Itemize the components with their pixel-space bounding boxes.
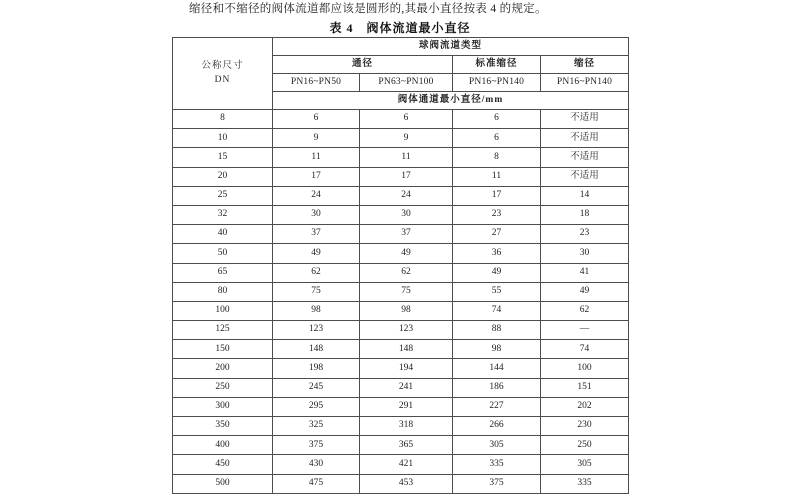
value-cell: 62 xyxy=(273,263,360,282)
value-cell: 23 xyxy=(453,205,541,224)
min-bore-table xyxy=(172,37,629,494)
dn-cell: 15 xyxy=(173,148,273,167)
table-row xyxy=(173,167,629,186)
value-cell: 453 xyxy=(360,474,453,493)
dn-cell: 125 xyxy=(173,321,273,340)
value-cell: 17 xyxy=(273,167,360,186)
value-cell: 430 xyxy=(273,455,360,474)
dn-cell: 450 xyxy=(173,455,273,474)
value-cell: 123 xyxy=(273,321,360,340)
dn-cell: 40 xyxy=(173,225,273,244)
value-cell: 295 xyxy=(273,397,360,416)
value-cell: 148 xyxy=(273,340,360,359)
value-cell: 不适用 xyxy=(541,129,629,148)
table-row xyxy=(173,359,629,378)
value-cell: 75 xyxy=(360,282,453,301)
col-header-dn xyxy=(173,38,273,110)
dn-cell: 500 xyxy=(173,474,273,493)
value-cell: 144 xyxy=(453,359,541,378)
value-cell: 14 xyxy=(541,186,629,205)
unit-header: 阀体通道最小直径/mm xyxy=(273,92,629,110)
value-cell: 148 xyxy=(360,340,453,359)
value-cell: 6 xyxy=(453,129,541,148)
table-row xyxy=(173,397,629,416)
dn-header-line2: DN xyxy=(214,74,231,85)
table-row xyxy=(173,186,629,205)
value-cell: 325 xyxy=(273,417,360,436)
table-row xyxy=(173,263,629,282)
value-cell: 98 xyxy=(453,340,541,359)
value-cell: 291 xyxy=(360,397,453,416)
value-cell: 不适用 xyxy=(541,110,629,129)
table-row xyxy=(173,205,629,224)
value-cell: 24 xyxy=(273,186,360,205)
table-header xyxy=(173,38,629,110)
value-cell: 8 xyxy=(453,148,541,167)
dn-cell: 8 xyxy=(173,110,273,129)
value-cell: 335 xyxy=(541,474,629,493)
value-cell: 27 xyxy=(453,225,541,244)
value-cell: 11 xyxy=(273,148,360,167)
value-cell: 41 xyxy=(541,263,629,282)
group-header-flow-type: 球阀流道类型 xyxy=(273,38,629,56)
value-cell: 198 xyxy=(273,359,360,378)
value-cell: 202 xyxy=(541,397,629,416)
table-row xyxy=(173,225,629,244)
value-cell: 305 xyxy=(541,455,629,474)
value-cell: 不适用 xyxy=(541,148,629,167)
value-cell: 266 xyxy=(453,417,541,436)
table-row xyxy=(173,129,629,148)
table-title: 表 4 阀体流道最小直径 xyxy=(329,21,471,35)
value-cell: 49 xyxy=(541,282,629,301)
value-cell: 23 xyxy=(541,225,629,244)
dn-cell: 250 xyxy=(173,378,273,397)
value-cell: 88 xyxy=(453,321,541,340)
value-cell: 74 xyxy=(541,340,629,359)
bore-header-full: 通径 xyxy=(273,56,453,74)
value-cell: 98 xyxy=(360,301,453,320)
table-row xyxy=(173,148,629,167)
value-cell: 37 xyxy=(273,225,360,244)
dn-cell: 65 xyxy=(173,263,273,282)
value-cell: 17 xyxy=(453,186,541,205)
value-cell: 30 xyxy=(541,244,629,263)
value-cell: 230 xyxy=(541,417,629,436)
value-cell: 11 xyxy=(360,148,453,167)
value-cell: 250 xyxy=(541,436,629,455)
bore-header-standard-reduced: 标准缩径 xyxy=(453,56,541,74)
dn-cell: 400 xyxy=(173,436,273,455)
value-cell: 241 xyxy=(360,378,453,397)
pn-header-3: PN16~PN140 xyxy=(453,74,541,92)
value-cell: 9 xyxy=(273,129,360,148)
value-cell: 6 xyxy=(360,110,453,129)
table-row xyxy=(173,417,629,436)
value-cell: 305 xyxy=(453,436,541,455)
value-cell: 9 xyxy=(360,129,453,148)
value-cell: 18 xyxy=(541,205,629,224)
dn-cell: 32 xyxy=(173,205,273,224)
value-cell: 74 xyxy=(453,301,541,320)
table-row xyxy=(173,244,629,263)
table-row xyxy=(173,378,629,397)
value-cell: 37 xyxy=(360,225,453,244)
dn-cell: 350 xyxy=(173,417,273,436)
table-row xyxy=(173,282,629,301)
value-cell: 55 xyxy=(453,282,541,301)
value-cell: 318 xyxy=(360,417,453,436)
value-cell: 186 xyxy=(453,378,541,397)
value-cell: 30 xyxy=(360,205,453,224)
table-row xyxy=(173,321,629,340)
intro-paragraph: 缩径和不缩径的阀体流道都应该是圆形的,其最小直径按表 4 的规定。 xyxy=(189,3,547,15)
value-cell: 100 xyxy=(541,359,629,378)
value-cell: 62 xyxy=(541,301,629,320)
dn-cell: 150 xyxy=(173,340,273,359)
value-cell: 6 xyxy=(273,110,360,129)
value-cell: 475 xyxy=(273,474,360,493)
value-cell: 365 xyxy=(360,436,453,455)
value-cell: 49 xyxy=(273,244,360,263)
dn-cell: 300 xyxy=(173,397,273,416)
dn-cell: 25 xyxy=(173,186,273,205)
value-cell: 335 xyxy=(453,455,541,474)
table-body xyxy=(173,110,629,494)
table-row xyxy=(173,110,629,129)
value-cell: 30 xyxy=(273,205,360,224)
value-cell: 24 xyxy=(360,186,453,205)
value-cell: 49 xyxy=(360,244,453,263)
table-row xyxy=(173,436,629,455)
dn-cell: 100 xyxy=(173,301,273,320)
value-cell: 62 xyxy=(360,263,453,282)
value-cell: 245 xyxy=(273,378,360,397)
value-cell: 151 xyxy=(541,378,629,397)
table-row xyxy=(173,340,629,359)
value-cell: 98 xyxy=(273,301,360,320)
table-row xyxy=(173,474,629,493)
value-cell: 375 xyxy=(273,436,360,455)
dn-cell: 50 xyxy=(173,244,273,263)
header-row-group xyxy=(173,38,629,56)
value-cell: 123 xyxy=(360,321,453,340)
dn-cell: 80 xyxy=(173,282,273,301)
value-cell: — xyxy=(541,321,629,340)
pn-header-4: PN16~PN140 xyxy=(541,74,629,92)
dn-cell: 200 xyxy=(173,359,273,378)
value-cell: 194 xyxy=(360,359,453,378)
dn-cell: 20 xyxy=(173,167,273,186)
value-cell: 421 xyxy=(360,455,453,474)
dn-cell: 10 xyxy=(173,129,273,148)
table-row xyxy=(173,455,629,474)
value-cell: 17 xyxy=(360,167,453,186)
pn-header-2: PN63~PN100 xyxy=(360,74,453,92)
bore-header-reduced: 缩径 xyxy=(541,56,629,74)
table-row xyxy=(173,301,629,320)
value-cell: 不适用 xyxy=(541,167,629,186)
value-cell: 375 xyxy=(453,474,541,493)
value-cell: 75 xyxy=(273,282,360,301)
value-cell: 49 xyxy=(453,263,541,282)
value-cell: 11 xyxy=(453,167,541,186)
value-cell: 6 xyxy=(453,110,541,129)
value-cell: 227 xyxy=(453,397,541,416)
dn-header-line1: 公称尺寸 xyxy=(201,61,244,71)
pn-header-1: PN16~PN50 xyxy=(273,74,360,92)
value-cell: 36 xyxy=(453,244,541,263)
